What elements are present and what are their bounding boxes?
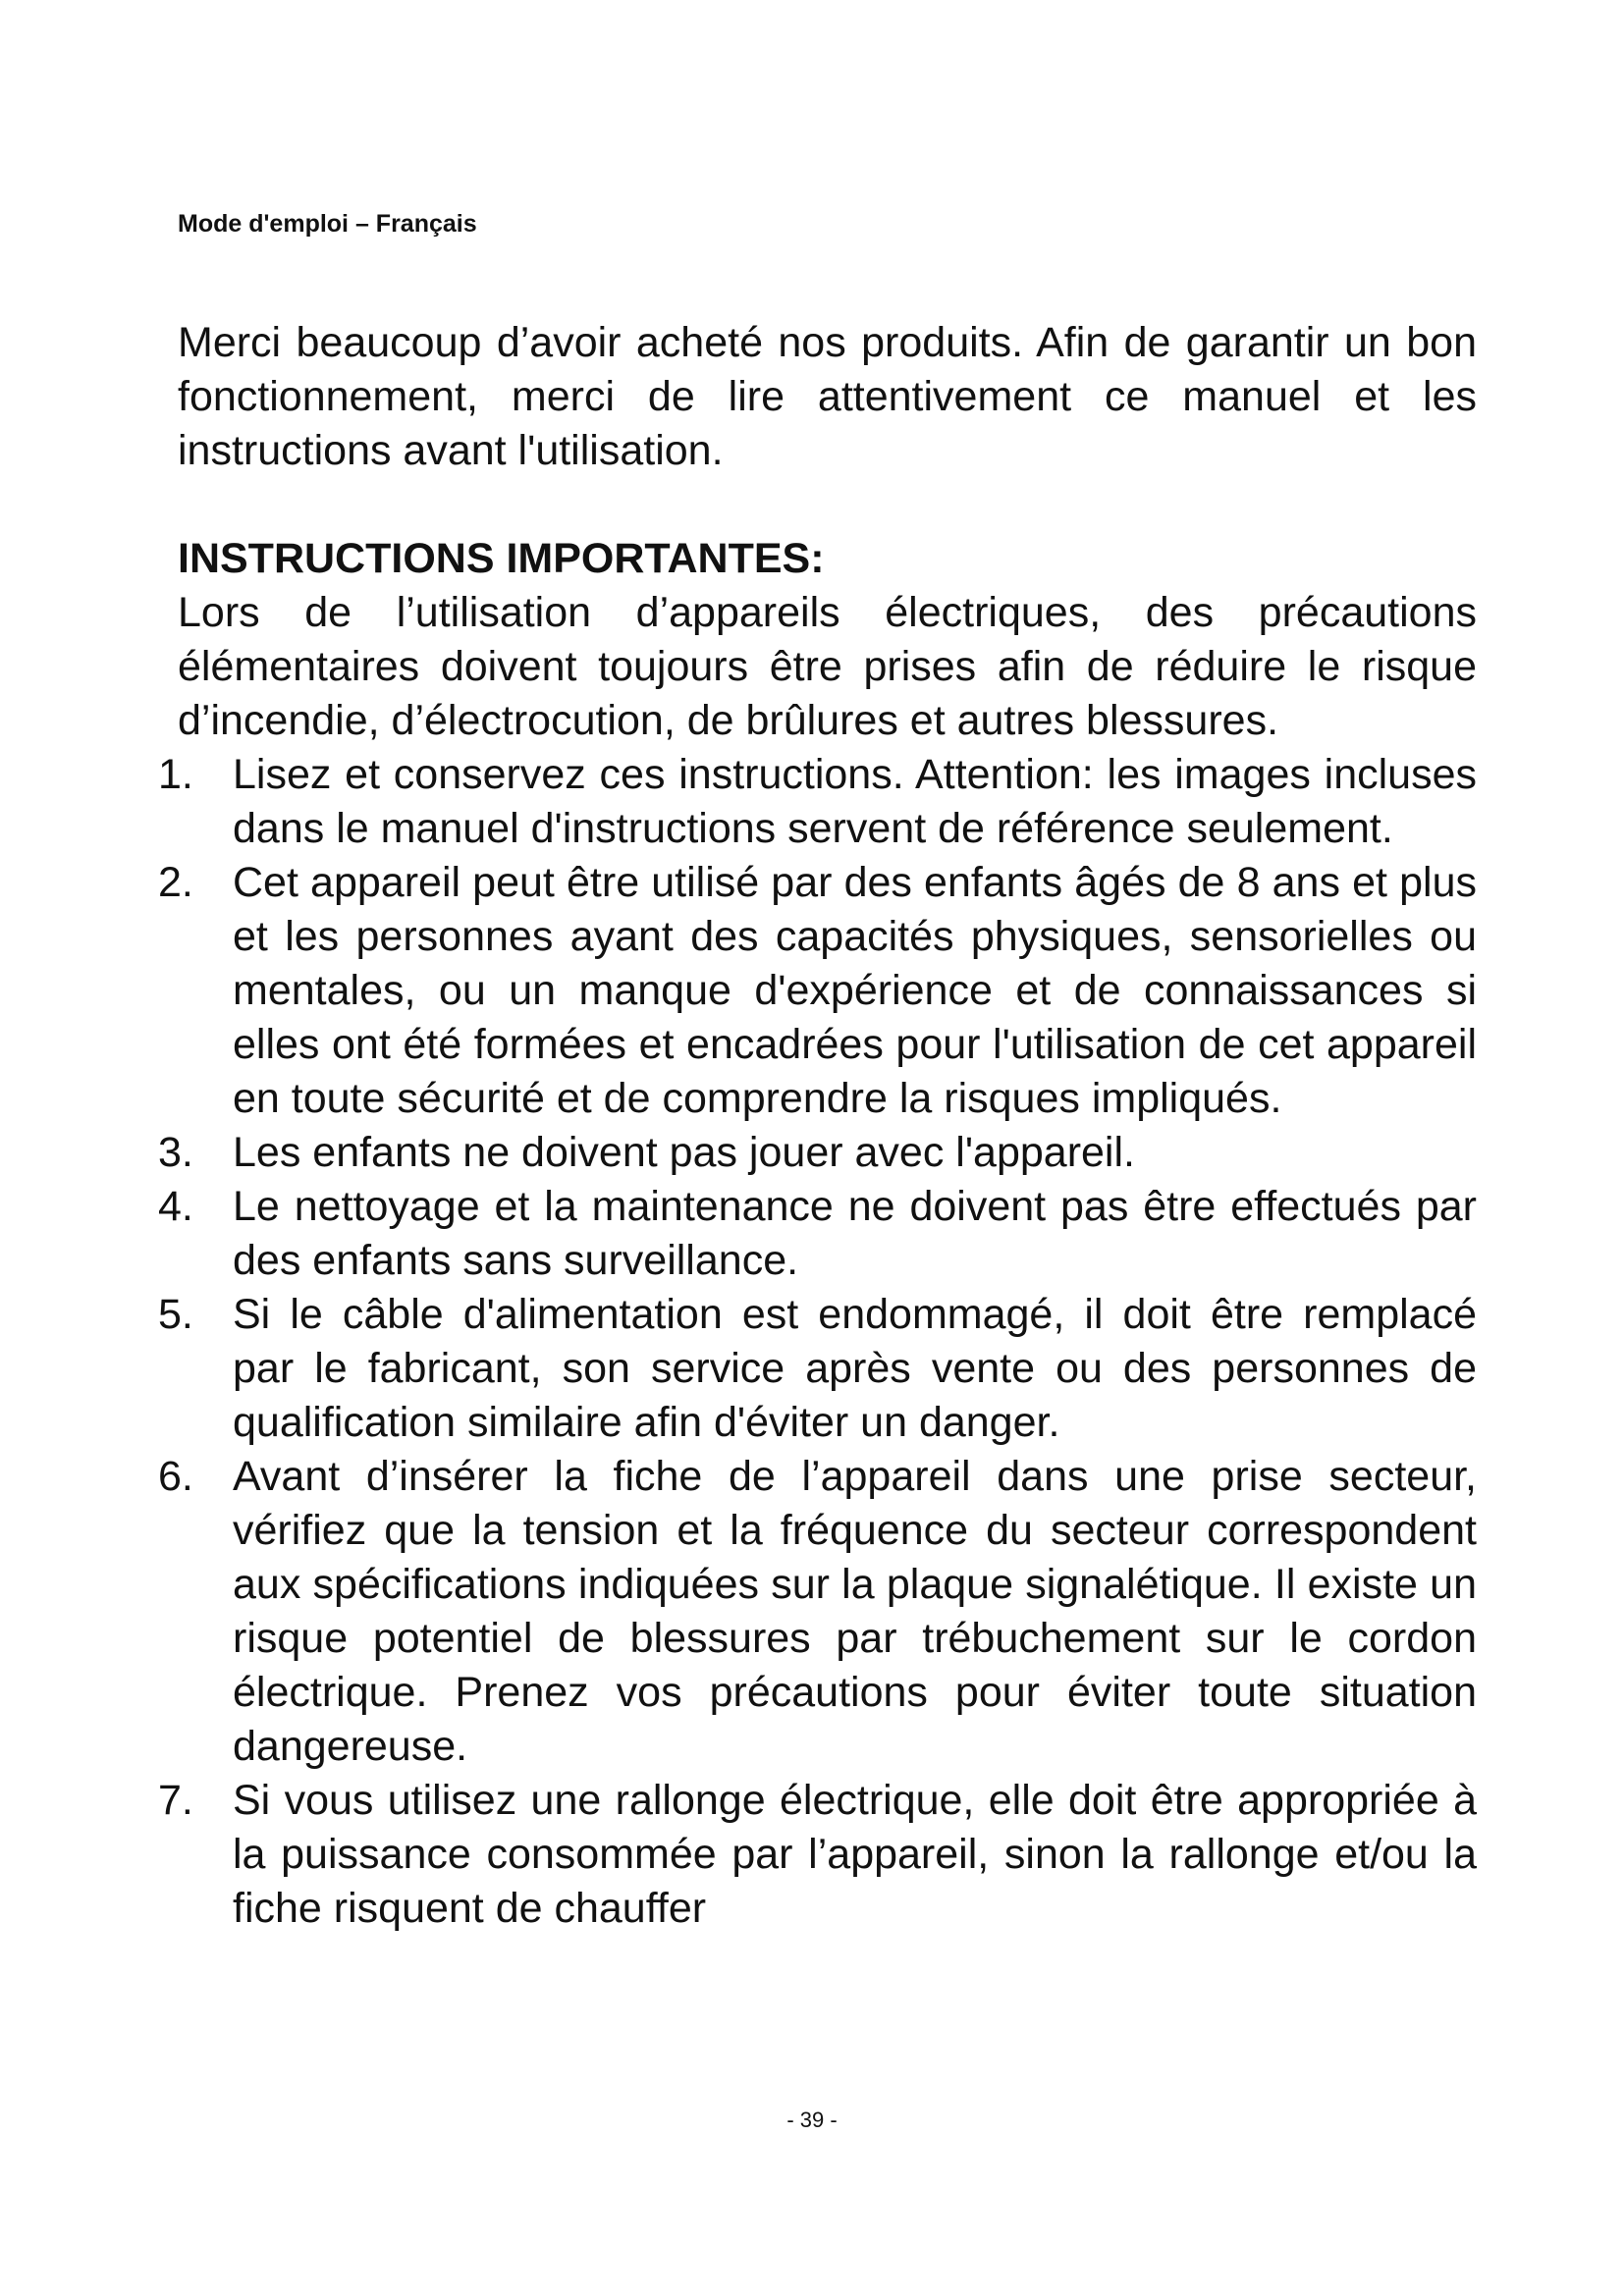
instruction-text: Avant d’insérer la fiche de l’appareil dans une prise secteur, vérifiez que la tension et la fréquence du secteur correspondent aux spécifications indiquées sur la plaque signalétique. Il existe un risque potentiel de blessures par trébuchement sur le cordon électrique. Prenez vos précautions pour éviter toute situation dangereuse. — [233, 1453, 1477, 1770]
instruction-item-3 — [158, 1126, 1477, 1180]
intro-paragraph: Merci beaucoup d’avoir acheté nos produits. Afin de garantir un bon fonctionnement, merci de lire attentivement ce manuel et les instructions avant l'utilisation. — [178, 319, 1477, 474]
instruction-item-7 — [158, 1774, 1477, 1936]
instruction-text: Si vous utilisez une rallonge électrique, elle doit être appropriée à la puissance consommée par l’appareil, sinon la rallonge et/ou la fiche risquent de chauffer — [233, 1777, 1477, 1932]
instruction-number: 3. — [158, 1129, 193, 1176]
page-number: - 39 - — [786, 2108, 838, 2132]
section-title: INSTRUCTIONS IMPORTANTES: — [178, 535, 825, 582]
instruction-text: Cet appareil peut être utilisé par des enfants âgés de 8 ans et plus et les personnes ayant des capacités physiques, sensorielles ou mentales, ou un manque d'expérience et de connaissances si elles ont été formées et encadrées pour l'utilisation de cet appareil en toute sécurité et de comprendre la risques impliqués. — [233, 859, 1477, 1122]
instruction-number: 2. — [158, 859, 193, 906]
instruction-list — [158, 748, 1477, 1936]
instruction-item-2 — [158, 856, 1477, 1126]
instruction-text: Les enfants ne doivent pas jouer avec l'appareil. — [233, 1129, 1135, 1176]
instruction-item-5 — [158, 1288, 1477, 1450]
instruction-item-4 — [158, 1180, 1477, 1288]
instruction-number: 5. — [158, 1291, 193, 1338]
instruction-number: 6. — [158, 1453, 193, 1500]
section-lead-paragraph: Lors de l’utilisation d’appareils électriques, des précautions élémentaires doivent toujours être prises afin de réduire le risque d’incendie, d’électrocution, de brûlures et autres blessures. — [178, 589, 1477, 744]
instruction-number: 4. — [158, 1183, 193, 1230]
instruction-text: Lisez et conservez ces instructions. Attention: les images incluses dans le manuel d'instructions servent de référence seulement. — [233, 751, 1477, 852]
instruction-text: Si le câble d'alimentation est endommagé, il doit être remplacé par le fabricant, son service après vente ou des personnes de qualification similaire afin d'éviter un danger. — [233, 1291, 1477, 1446]
instruction-item-6 — [158, 1450, 1477, 1774]
instruction-number: 1. — [158, 751, 193, 798]
page-content — [158, 316, 1477, 1936]
instruction-text: Le nettoyage et la maintenance ne doivent pas être effectués par des enfants sans surveillance. — [233, 1183, 1477, 1284]
instruction-item-1 — [158, 748, 1477, 856]
running-header: Mode d'emploi – Français — [178, 210, 477, 238]
instruction-number: 7. — [158, 1777, 193, 1824]
